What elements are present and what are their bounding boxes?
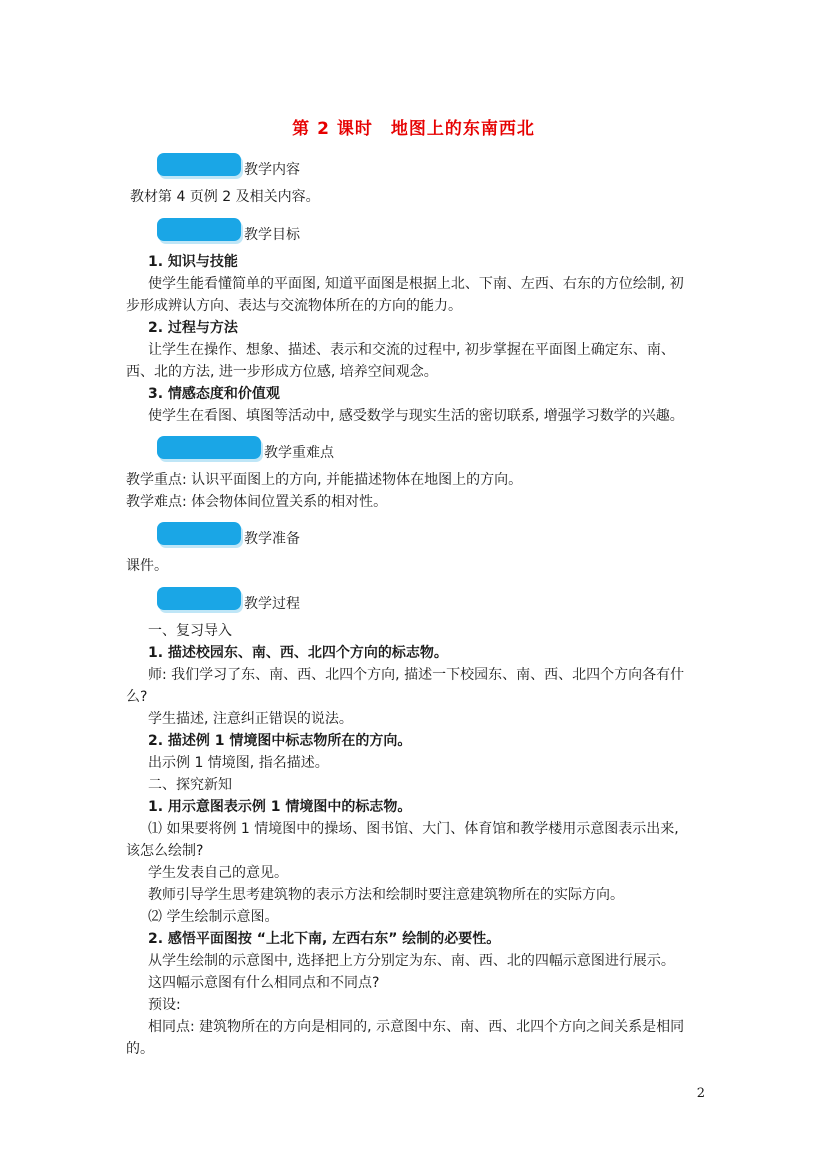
process-line: 二、探究新知 bbox=[148, 777, 232, 793]
goal-text: 步形成辨认方向、表达与交流物体所在的方向的能力。 bbox=[126, 298, 462, 314]
key-point-text: 教学重点: 认识平面图上的方向, 并能描述物体在地图上的方向。 bbox=[126, 472, 523, 488]
section-label: 教学重难点 bbox=[264, 445, 334, 461]
preparation-text: 课件。 bbox=[126, 558, 168, 574]
process-line: 一、复习导入 bbox=[148, 623, 232, 639]
section-pill bbox=[157, 436, 261, 459]
section-label: 教学目标 bbox=[244, 227, 300, 243]
process-line: ⑴ 如果要将例 1 情境图中的操场、图书馆、大门、体育馆和教学楼用示意图表示出来, bbox=[148, 821, 679, 837]
process-line: 预设: bbox=[148, 997, 181, 1013]
process-line: 从学生绘制的示意图中, 选择把上方分别定为东、南、西、北的四幅示意图进行展示。 bbox=[148, 953, 675, 969]
section-pill bbox=[157, 218, 241, 241]
section-pill bbox=[157, 153, 241, 176]
goal-text: 西、北的方法, 进一步形成方位感, 培养空间观念。 bbox=[126, 364, 438, 380]
process-line: ⑵ 学生绘制示意图。 bbox=[148, 909, 279, 925]
process-line: 2. 描述例 1 情境图中标志物所在的方向。 bbox=[148, 733, 412, 749]
section-pill bbox=[157, 587, 241, 610]
goal-text: 让学生在操作、想象、描述、表示和交流的过程中, 初步掌握在平面图上确定东、南、 bbox=[148, 342, 675, 358]
content-text: 教材第 4 页例 2 及相关内容。 bbox=[130, 189, 320, 205]
process-line: 2. 感悟平面图按 “上北下南, 左西右东” 绘制的必要性。 bbox=[148, 931, 501, 947]
page-title: 第 2 课时 地图上的东南西北 bbox=[292, 119, 535, 139]
process-line: 师: 我们学习了东、南、西、北四个方向, 描述一下校园东、南、西、北四个方向各有什 bbox=[148, 667, 685, 683]
section-label: 教学准备 bbox=[244, 531, 300, 547]
process-line: 相同点: 建筑物所在的方向是相同的, 示意图中东、南、西、北四个方向之间关系是相同 bbox=[148, 1019, 685, 1035]
key-point-text: 教学难点: 体会物体间位置关系的相对性。 bbox=[126, 494, 388, 510]
process-line: 学生发表自己的意见。 bbox=[148, 865, 288, 881]
goal-text: 使学生在看图、填图等活动中, 感受数学与现实生活的密切联系, 增强学习数学的兴趣。 bbox=[148, 408, 684, 424]
process-line: 么? bbox=[126, 689, 148, 705]
process-line: 学生描述, 注意纠正错误的说法。 bbox=[148, 711, 353, 727]
process-line: 教师引导学生思考建筑物的表示方法和绘制时要注意建筑物所在的实际方向。 bbox=[148, 887, 624, 903]
page-number: 2 bbox=[696, 1086, 705, 1101]
section-label: 教学内容 bbox=[244, 162, 300, 178]
section-label: 教学过程 bbox=[244, 596, 300, 612]
process-line: 1. 描述校园东、南、西、北四个方向的标志物。 bbox=[148, 645, 448, 661]
process-line: 1. 用示意图表示例 1 情境图中的标志物。 bbox=[148, 799, 412, 815]
goal-text: 使学生能看懂简单的平面图, 知道平面图是根据上北、下南、左西、右东的方位绘制, 初 bbox=[148, 276, 684, 292]
goal-heading: 1. 知识与技能 bbox=[148, 254, 238, 270]
process-line: 的。 bbox=[126, 1041, 154, 1057]
process-line: 该怎么绘制? bbox=[126, 843, 204, 859]
process-line: 这四幅示意图有什么相同点和不同点? bbox=[148, 975, 380, 991]
goal-heading: 2. 过程与方法 bbox=[148, 320, 238, 336]
process-line: 出示例 1 情境图, 指名描述。 bbox=[148, 755, 329, 771]
section-pill bbox=[157, 522, 241, 545]
goal-heading: 3. 情感态度和价值观 bbox=[148, 386, 280, 402]
